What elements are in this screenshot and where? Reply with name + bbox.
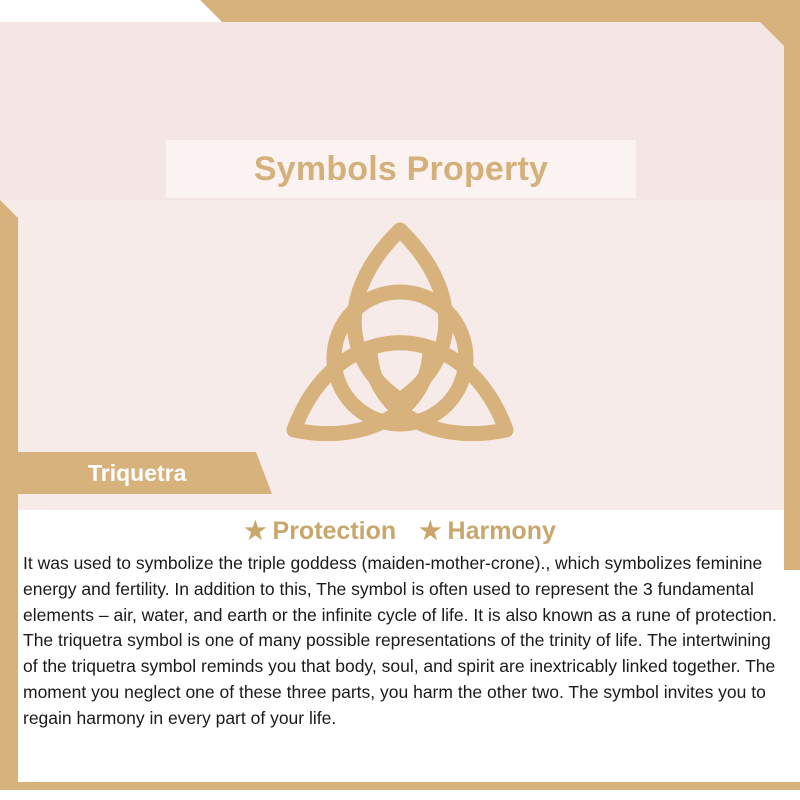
symbol-name: Triquetra xyxy=(88,460,187,486)
page-title: Symbols Property xyxy=(253,150,549,188)
symbol-description: It was used to symbolize the triple goddess (maiden-mother-crone)., which symbolizes feminine energy and fertility. In addition to this, The symbol is often used to represent the 3 fundamental elements – air, water, and earth or the infinite cycle of life. It is also known as a rune of protection. The triquetra symbol is one of many possible representations of the trinity of life. The intertwining of the triquetra symbol reminds you that body, soul, and spirit are inextricably linked together. The moment you neglect one of these three parts, you harm the other two. The symbol invites you to regain harmony in every part of your life. xyxy=(23,553,777,728)
star-icon: ★ xyxy=(244,517,267,545)
property-label: Protection xyxy=(272,517,397,545)
star-icon: ★ xyxy=(419,517,442,545)
property-protection xyxy=(244,512,396,550)
property-label: Harmony xyxy=(447,517,556,545)
triquetra-icon xyxy=(280,218,520,458)
properties-row xyxy=(0,512,800,550)
property-harmony xyxy=(419,512,556,550)
